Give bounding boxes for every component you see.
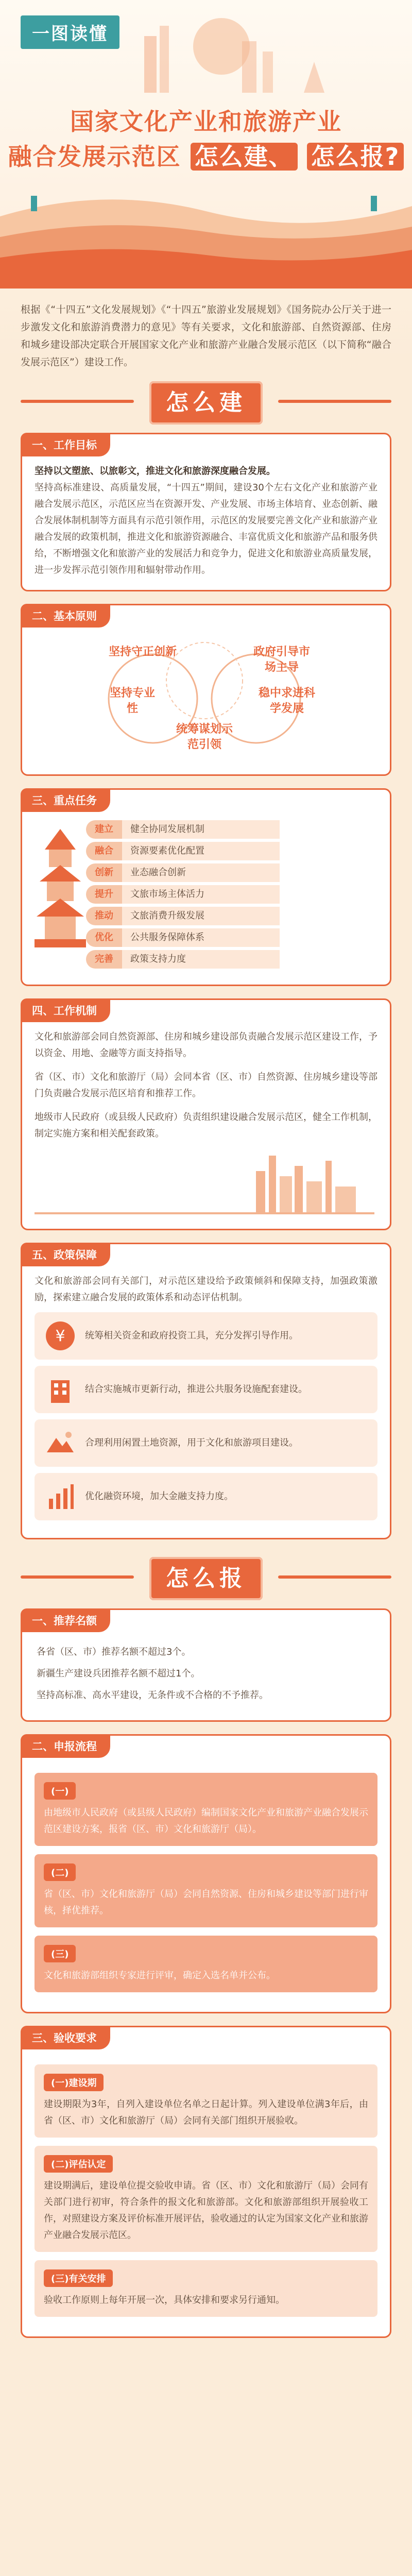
task-item xyxy=(86,948,280,970)
hero-title-line2 xyxy=(0,138,412,172)
finance-icon xyxy=(44,1480,77,1513)
review-block-text: 建设期限为3年，自列入建设单位名单之日起计算。列入建设单位满3年后，由省（区、市）文化和旅游厅（局）会同有关部门组织开展验收。 xyxy=(44,2099,368,2126)
hero-tag: 一图读懂 xyxy=(21,15,119,49)
apply-step-text: 文化和旅游部组织专家进行评审，确定入选名单并公布。 xyxy=(44,1970,276,1981)
card-review xyxy=(21,2026,391,2338)
task-item xyxy=(86,819,280,840)
principle-3: 坚持专业性 xyxy=(109,687,155,715)
apply-step-text: 由地级市人民政府（或县级人民政府）编制国家文化产业和旅游产业融合发展示范区建设方案，报省（区、市）文化和旅游厅（局）。 xyxy=(44,1807,368,1835)
support-item xyxy=(35,1312,377,1360)
review-block xyxy=(35,2260,377,2317)
support-item xyxy=(35,1419,377,1467)
review-block-title: (二)评估认定 xyxy=(44,2155,113,2173)
task-text: 公共服务保障体系 xyxy=(122,928,280,947)
review-block-text: 验收工作原则上每年开展一次，具体安排和要求另行通知。 xyxy=(44,2295,285,2306)
apply-step-number: (三) xyxy=(44,1945,76,1962)
task-text: 政策支持力度 xyxy=(122,950,280,969)
task-item xyxy=(86,884,280,905)
section-banner-build xyxy=(0,376,412,433)
card-tasks xyxy=(21,788,391,986)
principles-diagram xyxy=(35,634,377,763)
support-p1: 文化和旅游部会同有关部门，对示范区建设给予政策倾斜和保障支持，加强政策激励，探索建立融合发展的政策体系和动态评估机制。 xyxy=(35,1276,377,1303)
card-principles xyxy=(21,604,391,776)
task-text: 文旅消费升级发展 xyxy=(122,907,280,925)
task-item xyxy=(86,927,280,948)
task-verb: 融合 xyxy=(86,842,122,860)
principle-4: 稳中求进科学发展 xyxy=(258,687,315,715)
task-verb: 提升 xyxy=(86,885,122,904)
task-text: 业态融合创新 xyxy=(122,863,280,882)
task-item xyxy=(86,862,280,884)
banner-divider-left xyxy=(21,1575,134,1579)
hero-title-line1: 国家文化产业和旅游产业 xyxy=(70,108,342,135)
review-block-title: (三)有关安排 xyxy=(44,2269,113,2287)
intro-paragraph: 根据《“十四五”文化发展规划》《“十四五”旅游业发展规划》《国务院办公厅关于进一步激发文化和旅游消费潜力的意见》等有关要求，文化和旅游部、自然资源部、住房和城乡建设部决定联合开展国家文化产业和旅游产业融合发展示范区（以下简称“融合发展示范区”）建设工作。 xyxy=(21,304,391,368)
mechanism-p3: 地级市人民政府（或县级人民政府）负责组织建设融合发展示范区，健全工作机制，制定实施方案和相关配套政策。 xyxy=(35,1112,377,1139)
pagoda-illustration xyxy=(29,824,91,973)
task-item xyxy=(86,905,280,927)
card-principles-title: 二、基本原则 xyxy=(21,604,110,628)
task-verb: 优化 xyxy=(86,928,122,947)
mechanism-p1: 文化和旅游部会同自然资源部、住房和城乡建设部负责融合发展示范区建设工作，予以资金、用地、金融等方面支持指导。 xyxy=(35,1031,377,1059)
card-support-title: 五、政策保障 xyxy=(21,1243,110,1266)
task-text: 健全协同发展机制 xyxy=(122,820,280,839)
support-item-text: 结合实施城市更新行动，推进公共服务设施配套建设。 xyxy=(85,1384,307,1395)
banner-divider-right xyxy=(278,400,391,403)
apply-step-number: (一) xyxy=(44,1782,76,1800)
review-block xyxy=(35,2146,377,2252)
building-icon xyxy=(44,1373,77,1406)
card-goal xyxy=(21,433,391,591)
task-verb: 完善 xyxy=(86,950,122,969)
hero-title-prefix: 融合发展示范区 xyxy=(8,143,181,171)
review-block xyxy=(35,2064,377,2138)
apply-step xyxy=(35,1773,377,1846)
task-verb: 创新 xyxy=(86,863,122,882)
apply-step xyxy=(35,1854,377,1927)
goal-lead: 坚持以文塑旅、以旅彰文，推进文化和旅游深度融合发展。 xyxy=(35,466,276,477)
apply-step-number: (二) xyxy=(44,1863,76,1881)
card-review-title: 三、验收要求 xyxy=(21,2026,110,2049)
city-skyline-illustration xyxy=(35,1150,374,1217)
support-item-text: 合理利用闲置土地资源，用于文化和旅游项目建设。 xyxy=(85,1437,298,1448)
card-recommend xyxy=(21,1608,391,1722)
recommend-item: 坚持高标准、高水平建设，无条件或不合格的不予推荐。 xyxy=(37,1690,268,1701)
section-title-build: 怎么建 xyxy=(149,381,263,425)
task-verb: 推动 xyxy=(86,907,122,925)
svg-text:¥: ¥ xyxy=(55,1327,65,1345)
money-icon xyxy=(44,1319,77,1352)
review-block-title: (一)建设期 xyxy=(44,2074,104,2091)
hero-title-highlight-1: 怎么建、 xyxy=(191,143,298,171)
review-block-text: 建设期满后，建设单位提交验收申请。省（区、市）文化和旅游厅（局）会同有关部门进行初审，符合条件的报文化和旅游部。文化和旅游部组织开展验收工作，对照建设方案及评价标准开展评估，验收通过的认定为国家文化产业和旅游产业融合发展示范区。 xyxy=(44,2180,368,2241)
goal-body: 坚持高标准建设、高质量发展，“十四五”期间，建设30个左右文化产业和旅游产业融合发展示范区，示范区应当在资源开发、产业发展、市场主体培育、业态创新、融合发展体制机制等方面具有示范引领作用，示范区的发展要完善文化产业和旅游产业融合发展的政策机制，推进文化和旅游资源融合、丰富优质文化和旅游产品和服务供给，不断增强文化和旅游产业的发展活力和竞争力，促进文化和旅游业高质量发展，进一步发挥示范引领作用和辐射带动作用。 xyxy=(35,482,377,575)
section-title-report: 怎么报 xyxy=(149,1557,263,1600)
apply-step-text: 省（区、市）文化和旅游厅（局）会同自然资源、住房和城乡建设等部门进行审核，择优推荐。 xyxy=(44,1889,368,1916)
card-apply xyxy=(21,1734,391,2013)
principle-5: 统筹谋划示范引领 xyxy=(176,723,233,751)
card-apply-title: 二、申报流程 xyxy=(21,1734,110,1758)
task-verb: 建立 xyxy=(86,820,122,839)
support-item-text: 统筹相关资金和政府投资工具，充分发挥引导作用。 xyxy=(85,1330,298,1341)
recommend-item: 各省（区、市）推荐名额不超过3个。 xyxy=(37,1647,191,1657)
support-item xyxy=(35,1366,377,1413)
banner-divider-right xyxy=(278,1575,391,1579)
card-mechanism-title: 四、工作机制 xyxy=(21,998,110,1022)
card-goal-title: 一、工作目标 xyxy=(21,433,110,456)
banner-divider-left xyxy=(21,400,134,403)
card-recommend-title: 一、推荐名额 xyxy=(21,1608,110,1632)
card-tasks-title: 三、重点任务 xyxy=(21,788,110,812)
mechanism-p2: 省（区、市）文化和旅游厅（局）会同本省（区、市）自然资源、住房城乡建设等部门负责融合发展示范区培育和推荐工作。 xyxy=(35,1072,377,1099)
apply-step xyxy=(35,1936,377,1992)
principle-1: 坚持守正创新 xyxy=(108,646,177,658)
tasks-list xyxy=(35,819,377,973)
card-mechanism xyxy=(21,998,391,1230)
hero-title-highlight-2: 怎么报? xyxy=(307,143,404,171)
land-icon xyxy=(44,1427,77,1460)
support-item xyxy=(35,1473,377,1520)
section-banner-report xyxy=(0,1552,412,1608)
task-item xyxy=(86,840,280,862)
recommend-item: 新疆生产建设兵团推荐名额不超过1个。 xyxy=(37,1668,200,1679)
principle-2: 政府引导市场主导 xyxy=(253,646,310,674)
support-item-text: 优化融资环境，加大金融支持力度。 xyxy=(85,1491,233,1502)
hero xyxy=(0,0,412,289)
task-text: 文旅市场主体活力 xyxy=(122,885,280,904)
card-support xyxy=(21,1243,391,1539)
task-text: 资源要素优化配置 xyxy=(122,842,280,860)
